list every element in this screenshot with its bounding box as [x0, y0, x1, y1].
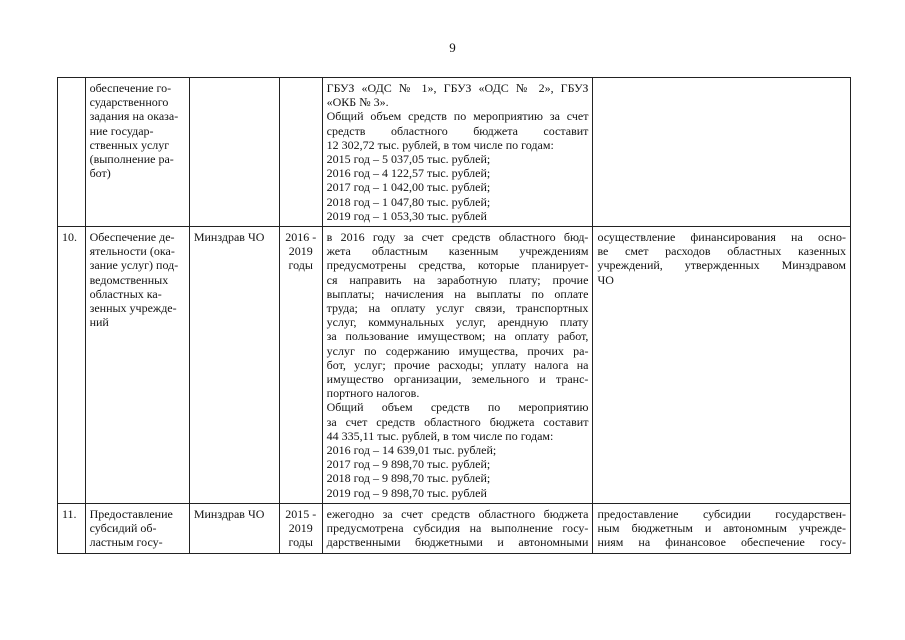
text-line: ежегодно за счет средств областного бюджета	[326, 506, 589, 521]
text-line: 2018 год – 9 898,70 тыс. рублей;	[326, 471, 491, 486]
text-line: 2016 год – 14 639,01 тыс. рублей;	[326, 443, 497, 458]
text-line: услуг, коммунальных услуг, арендную плату	[326, 315, 589, 330]
table-row	[58, 503, 851, 553]
text-line: годы	[288, 258, 313, 273]
text-line: ластным госу-	[89, 535, 163, 550]
measure-name-cell	[85, 503, 189, 553]
text-line: зание услуг) под-	[89, 258, 179, 273]
expected-result-cell	[593, 227, 851, 504]
executor-cell: Минздрав ЧО	[189, 503, 279, 553]
table-row	[58, 227, 851, 504]
text-line: ЧО	[597, 272, 614, 287]
text-line: за счет средств областного бюджета составит	[326, 414, 589, 429]
years-cell	[279, 78, 322, 227]
text-line: субсидий об-	[89, 521, 157, 536]
text-line: бот, услуг; прочие расходы; уплату налога на	[326, 357, 589, 372]
text-line: ятельности (ока-	[89, 244, 175, 259]
text-line: ГБУЗ «ОДС № 1», ГБУЗ «ОДС № 2», ГБУЗ	[326, 81, 589, 95]
text-line: учреждений, утвержденных Минздравом	[597, 258, 846, 273]
description-cell	[322, 503, 593, 553]
text-line: «ОКБ № 3».	[326, 95, 389, 110]
text-line: 2019 год – 1 053,30 тыс. рублей	[326, 208, 487, 223]
text-line: 2015 год – 5 037,05 тыс. рублей;	[326, 152, 491, 167]
text-line: 2019	[288, 521, 313, 536]
text-line: ведомственных	[89, 272, 169, 287]
row-number-cell: 10.	[58, 227, 86, 504]
page-number: 9	[449, 40, 456, 55]
text-line: выплаты; начисления на выплаты по оплате	[326, 286, 589, 301]
text-line: ственных услуг	[89, 137, 170, 152]
text-line: Общий объем средств по мероприятию за счет	[326, 109, 589, 124]
text-line: имущество организации, земельного и транс-	[326, 372, 589, 387]
text-line: 12 302,72 тыс. рублей, в том числе по годам:	[326, 137, 554, 152]
text-line: 2015 -	[285, 506, 317, 521]
text-line: ве смет расходов областных казенных	[597, 244, 846, 259]
text-line: 2016 -	[285, 230, 317, 245]
text-line: предусмотрены средства, которые планирует-	[326, 258, 589, 273]
text-line: 2019 год – 9 898,70 тыс. рублей	[326, 485, 487, 500]
text-line: жета областным казенным учреждениям	[326, 244, 589, 259]
text-line: 2018 год – 1 047,80 тыс. рублей;	[326, 194, 491, 209]
text-line: областных ка-	[89, 286, 162, 301]
text-line: услуг по содержанию имущества, прочих ра-	[326, 343, 589, 358]
text-line: годы	[288, 535, 313, 550]
text-line: (выполнение ра-	[89, 152, 174, 167]
measure-name-cell	[85, 227, 189, 504]
text-line: Общий объем средств по мероприятию	[326, 400, 589, 415]
text-line: 2017 год – 9 898,70 тыс. рублей;	[326, 457, 491, 472]
description-cell	[322, 227, 593, 504]
row-number-cell: 11.	[58, 503, 86, 553]
text-line: ний	[89, 315, 109, 330]
text-line: Предоставление	[89, 506, 173, 521]
text-line: в 2016 году за счет средств областного бюд-	[326, 230, 589, 245]
text-line: предусмотрена субсидия на выполнение госу-	[326, 521, 589, 536]
text-line: бот)	[89, 166, 111, 181]
text-line: 2016 год – 4 122,57 тыс. рублей;	[326, 166, 491, 181]
years-cell	[279, 503, 322, 553]
text-line: зенных учрежде-	[89, 301, 177, 316]
text-line: обеспечение го-	[89, 81, 172, 95]
text-line: предоставление субсидии государствен-	[597, 506, 846, 521]
text-line: 2019	[288, 244, 313, 259]
text-line: средств областного бюджета составит	[326, 123, 589, 138]
expected-result-cell	[593, 503, 851, 553]
text-line: 2017 год – 1 042,00 тыс. рублей;	[326, 180, 491, 195]
text-line: задания на оказа-	[89, 109, 179, 124]
executor-cell: Минздрав ЧО	[189, 227, 279, 504]
program-measures-table	[57, 77, 851, 554]
text-line: 44 335,11 тыс. рублей, в том числе по годам:	[326, 428, 554, 443]
text-line: Обеспечение де-	[89, 230, 175, 245]
description-cell	[322, 78, 593, 227]
years-cell	[279, 227, 322, 504]
text-line: ниям на финансовое обеспечение госу-	[597, 535, 846, 550]
expected-result-cell	[593, 78, 851, 227]
text-line: осуществление финансирования на осно-	[597, 230, 846, 245]
text-line: сударственного	[89, 95, 169, 110]
text-line: ние государ-	[89, 123, 154, 138]
executor-cell	[189, 78, 279, 227]
table-row	[58, 78, 851, 227]
row-number-cell	[58, 78, 86, 227]
measure-name-cell	[85, 78, 189, 227]
text-line: труда; на оплату услуг связи, транспортных	[326, 301, 589, 316]
text-line: ным бюджетным и автономным учрежде-	[597, 521, 846, 536]
text-line: дарственными бюджетными и автономными	[326, 535, 589, 550]
text-line: за пользование имуществом; на оплату работ,	[326, 329, 589, 344]
text-line: ся направить на заработную плату; прочие	[326, 272, 589, 287]
text-line: портного налогов.	[326, 386, 420, 401]
